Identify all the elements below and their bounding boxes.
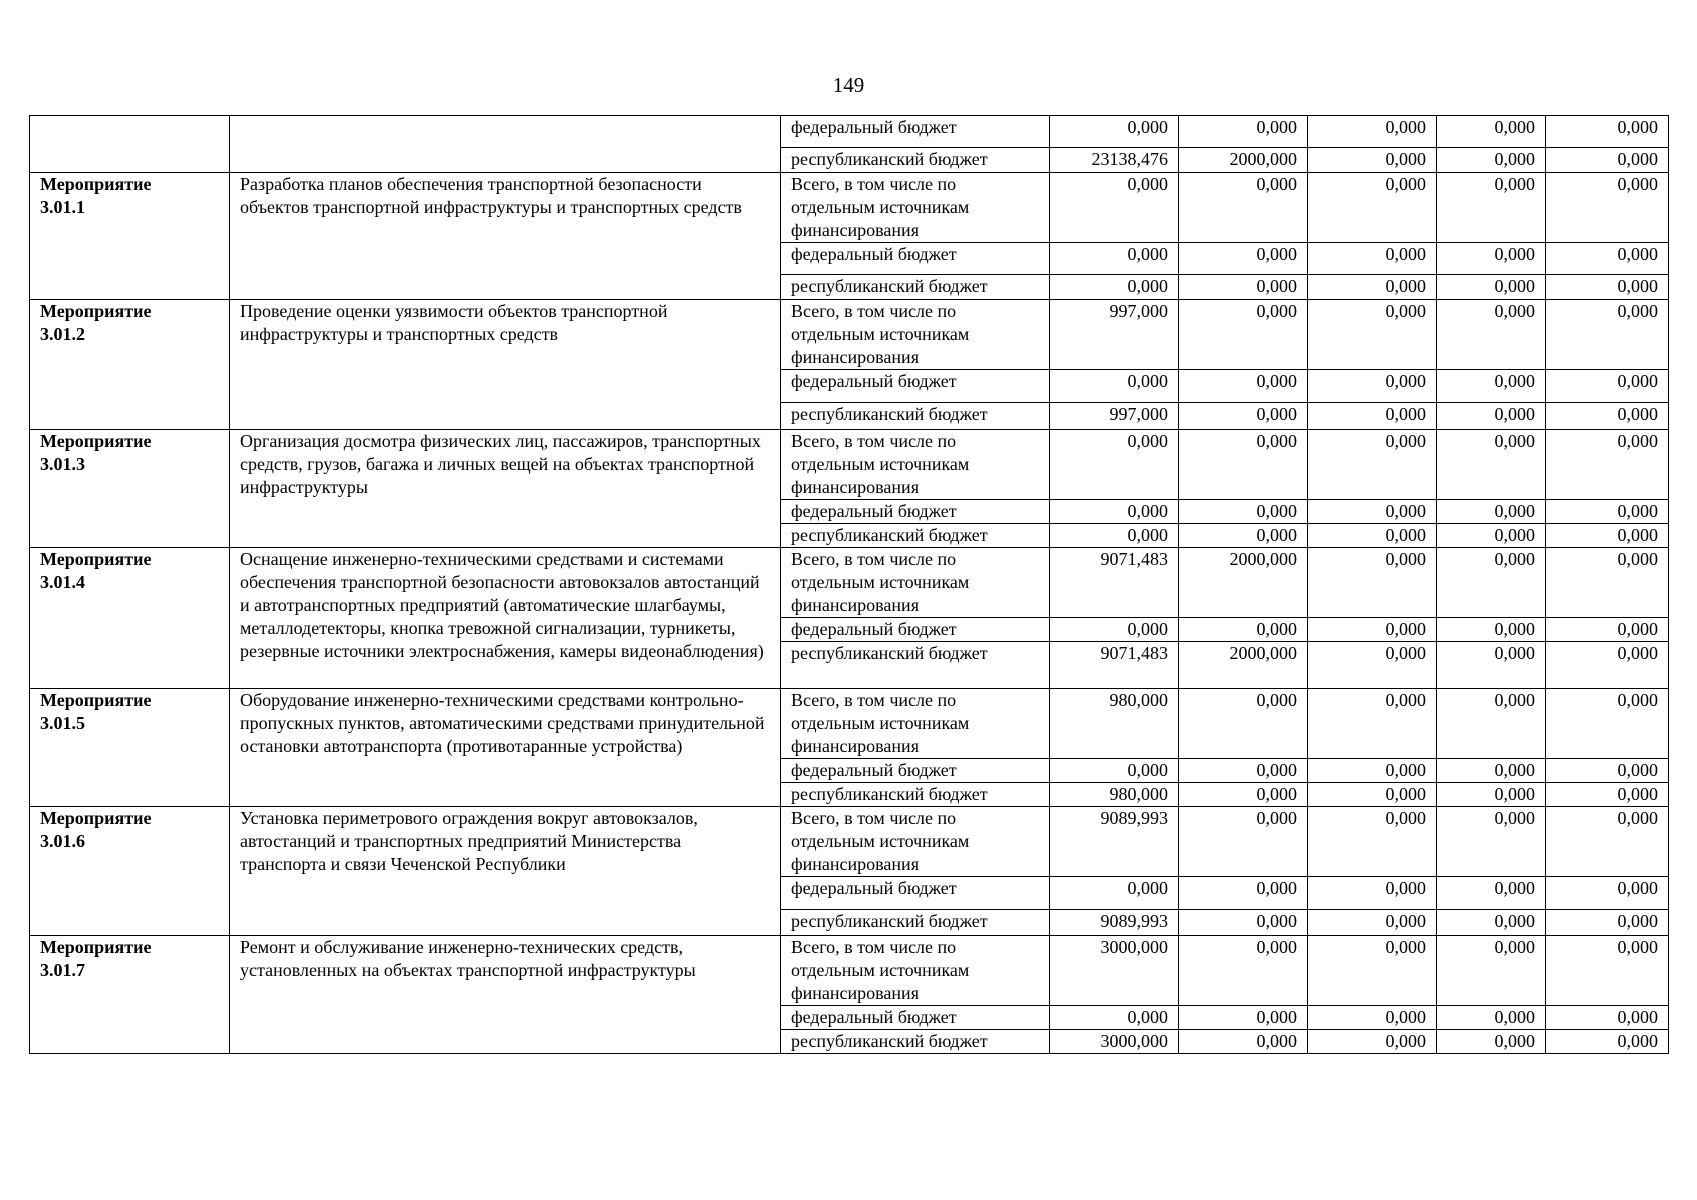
amount-cell: 0,000 bbox=[1546, 500, 1669, 524]
funding-source-cell: республиканский бюджет bbox=[781, 524, 1050, 548]
measure-code: 3.01.5 bbox=[40, 713, 85, 733]
amount-cell: 0,000 bbox=[1437, 300, 1546, 370]
amount-cell: 0,000 bbox=[1546, 275, 1669, 300]
amount-cell: 0,000 bbox=[1179, 403, 1308, 430]
amount-cell: 0,000 bbox=[1050, 370, 1179, 403]
amount-cell: 0,000 bbox=[1308, 1006, 1437, 1030]
funding-source-cell: федеральный бюджет bbox=[781, 877, 1050, 910]
amount-cell: 0,000 bbox=[1546, 759, 1669, 783]
amount-cell: 0,000 bbox=[1308, 275, 1437, 300]
amount-cell: 0,000 bbox=[1546, 807, 1669, 877]
table-row bbox=[30, 173, 1669, 243]
amount-cell: 0,000 bbox=[1179, 173, 1308, 243]
table-row bbox=[30, 936, 1669, 1006]
amount-cell: 0,000 bbox=[1437, 173, 1546, 243]
amount-cell: 0,000 bbox=[1437, 936, 1546, 1006]
measure-code: 3.01.1 bbox=[40, 197, 85, 217]
amount-cell: 0,000 bbox=[1308, 759, 1437, 783]
amount-cell: 0,000 bbox=[1437, 910, 1546, 936]
funding-source-cell: республиканский бюджет bbox=[781, 783, 1050, 807]
amount-cell: 0,000 bbox=[1546, 1006, 1669, 1030]
amount-cell: 0,000 bbox=[1437, 524, 1546, 548]
amount-cell: 0,000 bbox=[1437, 759, 1546, 783]
amount-cell: 0,000 bbox=[1308, 548, 1437, 618]
amount-cell: 0,000 bbox=[1179, 370, 1308, 403]
measure-description-cell: Оснащение инженерно-техническими средствами и системами обеспечения транспортной безопасности автовокзалов автостанций и автотранспортных предприятий (автоматические шлагбаумы, металлодетекторы, кнопка тревожной сигнализации, турникеты, резервные источники электроснабжения, камеры видеонаблюдения) bbox=[230, 548, 781, 689]
amount-cell: 0,000 bbox=[1546, 243, 1669, 275]
amount-cell: 9071,483 bbox=[1050, 548, 1179, 618]
funding-source-cell: республиканский бюджет bbox=[781, 403, 1050, 430]
funding-source-cell: федеральный бюджет bbox=[781, 370, 1050, 403]
amount-cell: 0,000 bbox=[1546, 642, 1669, 689]
funding-source-cell: федеральный бюджет bbox=[781, 243, 1050, 275]
amount-cell: 23138,476 bbox=[1050, 148, 1179, 173]
amount-cell: 0,000 bbox=[1437, 1006, 1546, 1030]
measure-description-cell bbox=[230, 116, 781, 173]
amount-cell: 997,000 bbox=[1050, 300, 1179, 370]
amount-cell: 0,000 bbox=[1437, 148, 1546, 173]
funding-source-cell: Всего, в том числе по отдельным источникам финансирования bbox=[781, 689, 1050, 759]
amount-cell: 0,000 bbox=[1437, 689, 1546, 759]
amount-cell: 0,000 bbox=[1308, 243, 1437, 275]
measure-name-cell bbox=[30, 689, 230, 807]
amount-cell: 980,000 bbox=[1050, 783, 1179, 807]
funding-source-cell: республиканский бюджет bbox=[781, 910, 1050, 936]
amount-cell: 0,000 bbox=[1050, 500, 1179, 524]
amount-cell: 0,000 bbox=[1437, 116, 1546, 148]
amount-cell: 0,000 bbox=[1437, 548, 1546, 618]
amount-cell: 980,000 bbox=[1050, 689, 1179, 759]
amount-cell: 0,000 bbox=[1308, 116, 1437, 148]
amount-cell: 0,000 bbox=[1179, 300, 1308, 370]
measure-label: Мероприятие bbox=[40, 549, 152, 569]
amount-cell: 0,000 bbox=[1179, 618, 1308, 642]
amount-cell: 0,000 bbox=[1437, 430, 1546, 500]
measure-label: Мероприятие bbox=[40, 431, 152, 451]
funding-source-cell: федеральный бюджет bbox=[781, 1006, 1050, 1030]
funding-source-cell: Всего, в том числе по отдельным источникам финансирования bbox=[781, 300, 1050, 370]
amount-cell: 0,000 bbox=[1546, 403, 1669, 430]
amount-cell: 0,000 bbox=[1437, 243, 1546, 275]
measure-name-cell bbox=[30, 807, 230, 936]
amount-cell: 0,000 bbox=[1546, 910, 1669, 936]
amount-cell: 0,000 bbox=[1308, 936, 1437, 1006]
amount-cell: 0,000 bbox=[1437, 1030, 1546, 1054]
funding-source-cell: федеральный бюджет bbox=[781, 759, 1050, 783]
amount-cell: 0,000 bbox=[1308, 403, 1437, 430]
amount-cell: 0,000 bbox=[1546, 148, 1669, 173]
measure-code: 3.01.6 bbox=[40, 831, 85, 851]
amount-cell: 0,000 bbox=[1437, 403, 1546, 430]
amount-cell: 0,000 bbox=[1546, 524, 1669, 548]
amount-cell: 0,000 bbox=[1050, 618, 1179, 642]
amount-cell: 2000,000 bbox=[1179, 548, 1308, 618]
amount-cell: 0,000 bbox=[1179, 689, 1308, 759]
funding-source-cell: республиканский бюджет bbox=[781, 148, 1050, 173]
amount-cell: 0,000 bbox=[1179, 524, 1308, 548]
amount-cell: 0,000 bbox=[1546, 173, 1669, 243]
amount-cell: 0,000 bbox=[1546, 548, 1669, 618]
measure-name-cell bbox=[30, 430, 230, 548]
measure-description-cell: Организация досмотра физических лиц, пассажиров, транспортных средств, грузов, багажа и личных вещей на объектах транспортной инфраструктуры bbox=[230, 430, 781, 548]
budget-table bbox=[29, 115, 1669, 1054]
measure-name-cell bbox=[30, 300, 230, 430]
measure-name-cell bbox=[30, 116, 230, 173]
budget-table-body bbox=[30, 116, 1669, 1054]
amount-cell: 0,000 bbox=[1546, 1030, 1669, 1054]
amount-cell: 0,000 bbox=[1308, 642, 1437, 689]
funding-source-cell: Всего, в том числе по отдельным источникам финансирования bbox=[781, 173, 1050, 243]
amount-cell: 0,000 bbox=[1050, 243, 1179, 275]
amount-cell: 0,000 bbox=[1437, 275, 1546, 300]
measure-description-cell: Проведение оценки уязвимости объектов транспортной инфраструктуры и транспортных средств bbox=[230, 300, 781, 430]
funding-source-cell: Всего, в том числе по отдельным источникам финансирования bbox=[781, 548, 1050, 618]
amount-cell: 0,000 bbox=[1546, 370, 1669, 403]
amount-cell: 0,000 bbox=[1050, 116, 1179, 148]
funding-source-cell: республиканский бюджет bbox=[781, 642, 1050, 689]
amount-cell: 0,000 bbox=[1308, 689, 1437, 759]
amount-cell: 0,000 bbox=[1179, 807, 1308, 877]
amount-cell: 0,000 bbox=[1546, 430, 1669, 500]
measure-label: Мероприятие bbox=[40, 690, 152, 710]
table-row bbox=[30, 116, 1669, 148]
amount-cell: 0,000 bbox=[1437, 642, 1546, 689]
amount-cell: 9089,993 bbox=[1050, 910, 1179, 936]
amount-cell: 0,000 bbox=[1437, 500, 1546, 524]
amount-cell: 0,000 bbox=[1308, 173, 1437, 243]
page-number: 149 bbox=[832, 73, 865, 97]
amount-cell: 0,000 bbox=[1546, 877, 1669, 910]
amount-cell: 0,000 bbox=[1546, 300, 1669, 370]
measure-code: 3.01.7 bbox=[40, 960, 85, 980]
amount-cell: 2000,000 bbox=[1179, 148, 1308, 173]
amount-cell: 0,000 bbox=[1050, 759, 1179, 783]
measure-label: Мероприятие bbox=[40, 937, 152, 957]
amount-cell: 0,000 bbox=[1437, 618, 1546, 642]
amount-cell: 0,000 bbox=[1308, 618, 1437, 642]
amount-cell: 0,000 bbox=[1308, 370, 1437, 403]
amount-cell: 0,000 bbox=[1179, 759, 1308, 783]
measure-code: 3.01.4 bbox=[40, 572, 85, 592]
amount-cell: 0,000 bbox=[1179, 116, 1308, 148]
amount-cell: 0,000 bbox=[1308, 500, 1437, 524]
amount-cell: 0,000 bbox=[1308, 430, 1437, 500]
amount-cell: 0,000 bbox=[1308, 148, 1437, 173]
measure-name-cell bbox=[30, 173, 230, 300]
amount-cell: 0,000 bbox=[1179, 877, 1308, 910]
amount-cell: 0,000 bbox=[1179, 1030, 1308, 1054]
amount-cell: 0,000 bbox=[1546, 618, 1669, 642]
amount-cell: 9089,993 bbox=[1050, 807, 1179, 877]
funding-source-cell: Всего, в том числе по отдельным источникам финансирования bbox=[781, 807, 1050, 877]
funding-source-cell: федеральный бюджет bbox=[781, 116, 1050, 148]
amount-cell: 0,000 bbox=[1308, 1030, 1437, 1054]
amount-cell: 3000,000 bbox=[1050, 1030, 1179, 1054]
amount-cell: 0,000 bbox=[1308, 910, 1437, 936]
measure-label: Мероприятие bbox=[40, 174, 152, 194]
amount-cell: 0,000 bbox=[1437, 783, 1546, 807]
measure-description-cell: Разработка планов обеспечения транспортной безопасности объектов транспортной инфраструктуры и транспортных средств bbox=[230, 173, 781, 300]
funding-source-cell: Всего, в том числе по отдельным источникам финансирования bbox=[781, 936, 1050, 1006]
amount-cell: 0,000 bbox=[1437, 877, 1546, 910]
amount-cell: 0,000 bbox=[1050, 1006, 1179, 1030]
amount-cell: 0,000 bbox=[1546, 936, 1669, 1006]
amount-cell: 0,000 bbox=[1179, 500, 1308, 524]
table-row bbox=[30, 300, 1669, 370]
amount-cell: 0,000 bbox=[1179, 910, 1308, 936]
amount-cell: 3000,000 bbox=[1050, 936, 1179, 1006]
amount-cell: 0,000 bbox=[1546, 689, 1669, 759]
funding-source-cell: Всего, в том числе по отдельным источникам финансирования bbox=[781, 430, 1050, 500]
amount-cell: 0,000 bbox=[1179, 243, 1308, 275]
table-row bbox=[30, 689, 1669, 759]
measure-name-cell bbox=[30, 936, 230, 1054]
amount-cell: 0,000 bbox=[1050, 173, 1179, 243]
table-row bbox=[30, 548, 1669, 618]
amount-cell: 0,000 bbox=[1437, 370, 1546, 403]
table-row bbox=[30, 430, 1669, 500]
amount-cell: 0,000 bbox=[1546, 783, 1669, 807]
amount-cell: 0,000 bbox=[1308, 300, 1437, 370]
amount-cell: 0,000 bbox=[1546, 116, 1669, 148]
measure-code: 3.01.3 bbox=[40, 454, 85, 474]
amount-cell: 0,000 bbox=[1179, 1006, 1308, 1030]
amount-cell: 0,000 bbox=[1308, 807, 1437, 877]
amount-cell: 0,000 bbox=[1179, 275, 1308, 300]
amount-cell: 0,000 bbox=[1308, 783, 1437, 807]
measure-label: Мероприятие bbox=[40, 301, 152, 321]
funding-source-cell: федеральный бюджет bbox=[781, 500, 1050, 524]
funding-source-cell: республиканский бюджет bbox=[781, 1030, 1050, 1054]
amount-cell: 0,000 bbox=[1308, 877, 1437, 910]
measure-description-cell: Установка периметрового ограждения вокруг автовокзалов, автостанций и транспортных предприятий Министерства транспорта и связи Чеченской Республики bbox=[230, 807, 781, 936]
amount-cell: 0,000 bbox=[1050, 430, 1179, 500]
amount-cell: 0,000 bbox=[1050, 275, 1179, 300]
funding-source-cell: федеральный бюджет bbox=[781, 618, 1050, 642]
measure-description-cell: Ремонт и обслуживание инженерно-технических средств, установленных на объектах транспортной инфраструктуры bbox=[230, 936, 781, 1054]
amount-cell: 997,000 bbox=[1050, 403, 1179, 430]
amount-cell: 0,000 bbox=[1308, 524, 1437, 548]
measure-code: 3.01.2 bbox=[40, 324, 85, 344]
measure-description-cell: Оборудование инженерно-техническими средствами контрольно-пропускных пунктов, автоматическими средствами принудительной остановки автотранспорта (противотаранные устройства) bbox=[230, 689, 781, 807]
funding-source-cell: республиканский бюджет bbox=[781, 275, 1050, 300]
amount-cell: 0,000 bbox=[1437, 807, 1546, 877]
table-row bbox=[30, 807, 1669, 877]
amount-cell: 0,000 bbox=[1050, 524, 1179, 548]
amount-cell: 0,000 bbox=[1179, 936, 1308, 1006]
amount-cell: 0,000 bbox=[1179, 783, 1308, 807]
amount-cell: 0,000 bbox=[1179, 430, 1308, 500]
measure-name-cell bbox=[30, 548, 230, 689]
amount-cell: 9071,483 bbox=[1050, 642, 1179, 689]
amount-cell: 2000,000 bbox=[1179, 642, 1308, 689]
amount-cell: 0,000 bbox=[1050, 877, 1179, 910]
measure-label: Мероприятие bbox=[40, 808, 152, 828]
